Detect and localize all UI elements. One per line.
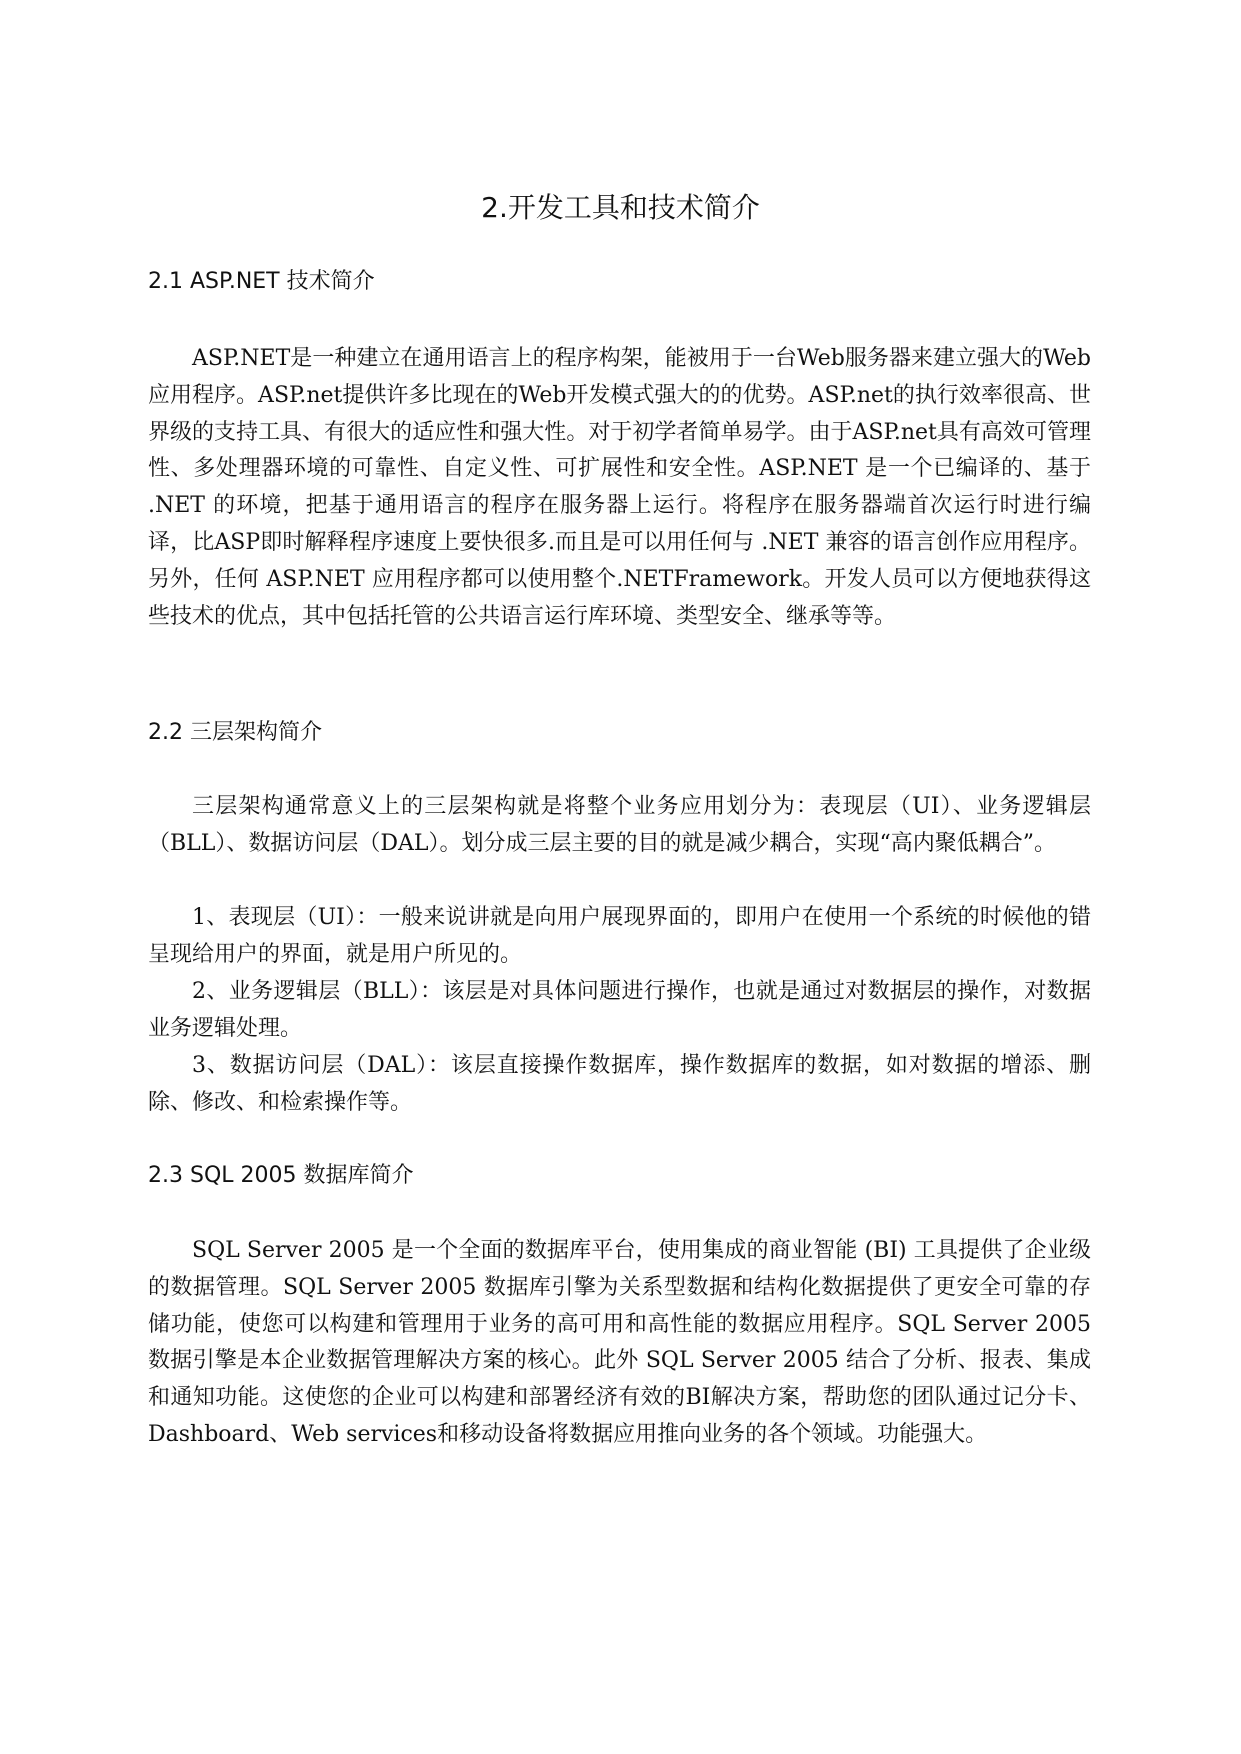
- section-2-2-paragraph-dal: 3、数据访问层（DAL）：该层直接操作数据库，操作数据库的数据，如对数据的增添、删除、修改、和检索操作等。: [148, 1053, 1091, 1115]
- section-2-2-paragraph-ui: 1、表现层（UI）：一般来说讲就是向用户展现界面的，即用户在使用一个系统的时候他的错呈现给用户的界面，就是用户所见的。: [148, 905, 1091, 967]
- page-title: 2.开发工具和技术简介: [481, 191, 760, 224]
- section-2-1-paragraph: ASP.NET是一种建立在通用语言上的程序构架，能被用于一台Web服务器来建立强大的Web应用程序。ASP.net提供许多比现在的Web开发模式强大的的优势。ASP.net的执行效率很高、世界级的支持工具、有很大的适应性和强大性。对于初学者简单易学。由于ASP.net具有高效可管理性、多处理器环境的可靠性、自定义性、可扩展性和安全性。ASP.NET 是一个已编译的、基于 .NET 的环境，把基于通用语言的程序在服务器上运行。将程序在服务器端首次运行时进行编译，比ASP即时解释程序速度上要快很多.而且是可以用任何与 .NET 兼容的语言创作应用程序。另外，任何 ASP.NET 应用程序都可以使用整个.NETFramework。开发人员可以方便地获得这些技术的优点，其中包括托管的公共语言运行库环境、类型安全、继承等等。: [148, 346, 1091, 629]
- section-2-2-paragraph-intro: 三层架构通常意义上的三层架构就是将整个业务应用划分为：表现层（UI）、业务逻辑层（BLL）、数据访问层（DAL）。划分成三层主要的目的就是减少耦合，实现“高内聚低耦合”。: [148, 794, 1091, 856]
- section-heading-2-1: 2.1 ASP.NET 技术简介: [148, 269, 375, 294]
- section-heading-2-3: 2.3 SQL 2005 数据库简介: [148, 1163, 414, 1188]
- section-heading-2-2: 2.2 三层架构简介: [148, 720, 322, 745]
- section-2-2-paragraph-bll: 2、业务逻辑层（BLL）：该层是对具体问题进行操作，也就是通过对数据层的操作，对数据业务逻辑处理。: [148, 979, 1091, 1041]
- section-2-3-paragraph: SQL Server 2005 是一个全面的数据库平台，使用集成的商业智能 (BI) 工具提供了企业级的数据管理。SQL Server 2005 数据库引擎为关系型数据和结构化数据提供了更安全可靠的存储功能，使您可以构建和管理用于业务的高可用和高性能的数据应用程序。SQL Server 2005 数据引擎是本企业数据管理解决方案的核心。此外 SQL Server 2005 结合了分析、报表、集成和通知功能。这使您的企业可以构建和部署经济有效的BI解决方案，帮助您的团队通过记分卡、Dashboard、Web services和移动设备将数据应用推向业务的各个领域。功能强大。: [148, 1238, 1091, 1447]
